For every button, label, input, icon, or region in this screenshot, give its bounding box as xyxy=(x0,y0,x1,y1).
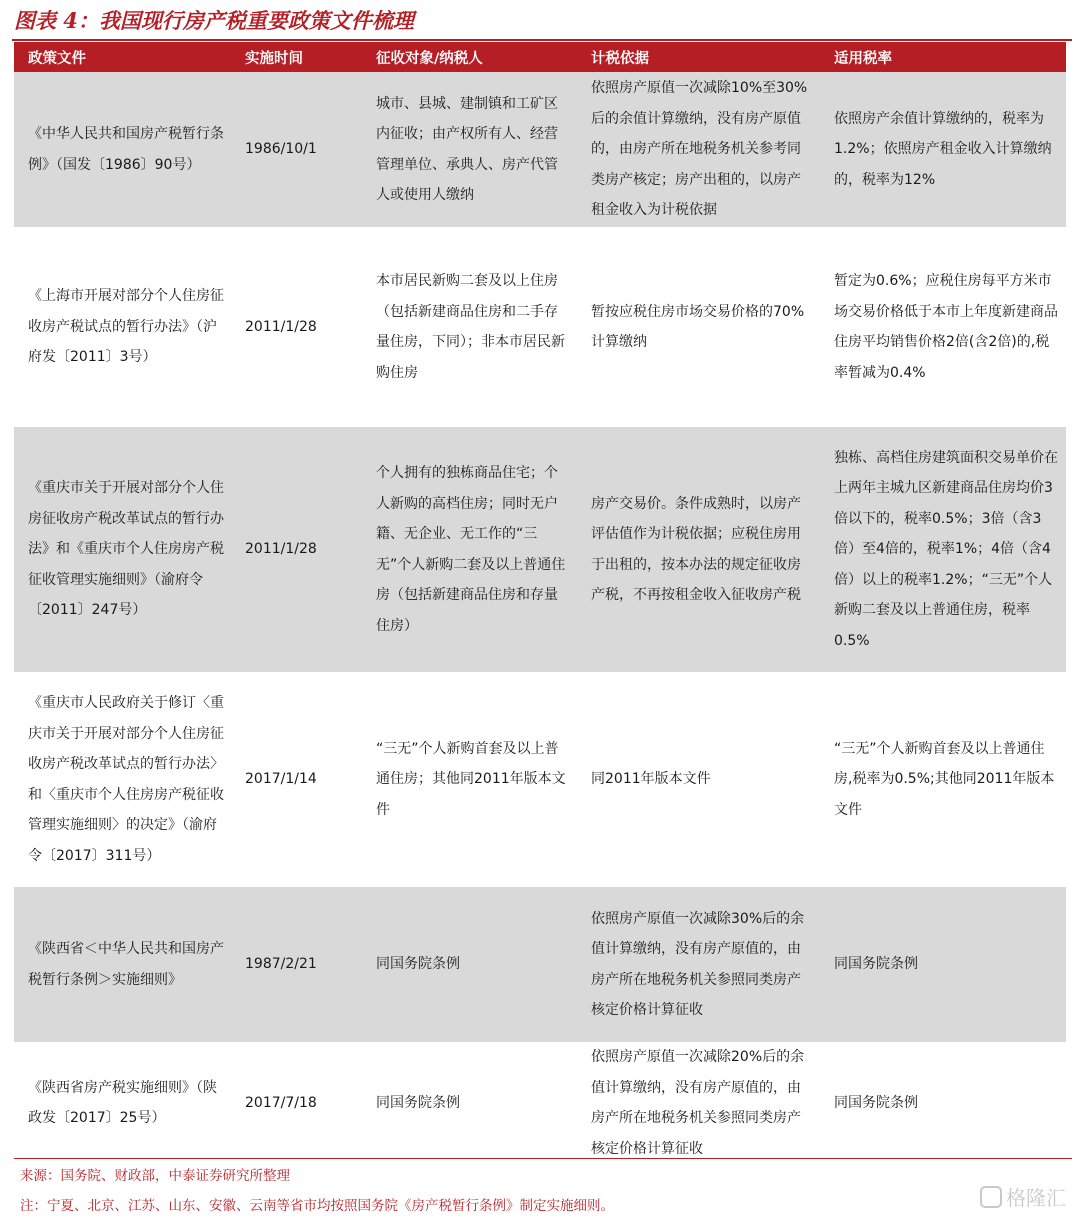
cell-object: 本市居民新购二套及以上住房（包括新建商品住房和二手存量住房，下同）；非本市居民新购住房 xyxy=(376,273,565,381)
watermark xyxy=(980,1182,1066,1211)
cell-doc: 《陕西省＜中华人民共和国房产税暂行条例＞实施细则》 xyxy=(14,887,231,1042)
cell-object: 城市、县城、建制镇和工矿区内征收；由产权所有人、经营管理单位、承典人、房产代管人或使用人缴纳 xyxy=(362,72,577,227)
cell-date: 2011/1/28 xyxy=(245,318,317,335)
cell-doc: 《重庆市关于开展对部分个人住房征收房产税改革试点的暂行办法》和《重庆市个人住房房产税征收管理实施细则》（渝府令〔2011〕247号） xyxy=(14,427,231,672)
cell-doc: 《重庆市人民政府关于修订〈重庆市关于开展对部分个人住房征收房产税改革试点的暂行办法〉和〈重庆市个人住房房产税征收管理实施细则〉的决定》（渝府令〔2017〕311号） xyxy=(28,695,224,864)
cell-object: 个人拥有的独栋商品住宅；个人新购的高档住房；同时无户籍、无企业、无工作的“三无”个人新购二套及以上普通住房（包括新建商品住房和存量住房） xyxy=(362,427,577,672)
table-header-row xyxy=(14,42,1066,72)
cell-object: 同国务院条例 xyxy=(362,887,577,1042)
cell-basis: 依照房产原值一次减除30%后的余值计算缴纳，没有房产原值的，由房产所在地税务机关参照同类房产核定价格计算征收 xyxy=(577,887,820,1042)
table-row xyxy=(14,72,1066,227)
header-doc: 政策文件 xyxy=(28,50,86,67)
cell-rate: 依照房产余值计算缴纳的，税率为1.2%；依照房产租金收入计算缴纳的，税率为12% xyxy=(820,72,1066,227)
table-row xyxy=(14,227,1066,427)
policy-table xyxy=(14,42,1066,1164)
cell-object: 同国务院条例 xyxy=(376,1094,460,1111)
cell-date: 2017/1/14 xyxy=(245,771,317,788)
header-rate: 适用税率 xyxy=(834,50,892,67)
figure-title: 图表 4：我国现行房产税重要政策文件梳理 xyxy=(14,8,414,33)
cell-object: “三无”个人新购首套及以上普通住房；其他同2011年版本文件 xyxy=(376,740,566,818)
cell-rate: 同国务院条例 xyxy=(820,887,1066,1042)
table-row xyxy=(14,672,1066,887)
cell-doc: 《中华人民共和国房产税暂行条例》（国发〔1986〕90号） xyxy=(14,72,231,227)
cell-date: 1987/2/21 xyxy=(231,887,362,1042)
table-row xyxy=(14,887,1066,1042)
cell-rate: “三无”个人新购首套及以上普通住房,税率为0.5%;其他同2011年版本文件 xyxy=(834,740,1055,818)
table-row xyxy=(14,427,1066,672)
header-basis: 计税依据 xyxy=(591,50,649,67)
watermark-text: 格隆汇 xyxy=(1006,1186,1066,1210)
header-object: 征收对象/纳税人 xyxy=(376,50,483,67)
cell-basis: 依照房产原值一次减除10%至30%后的余值计算缴纳，没有房产原值的，由房产所在地税务机关参考同类房产核定；房产出租的，以房产租金收入为计税依据 xyxy=(577,72,820,227)
cell-basis: 依照房产原值一次减除20%后的余值计算缴纳，没有房产原值的，由房产所在地税务机关参照同类房产核定价格计算征收 xyxy=(591,1049,805,1157)
cell-date: 2011/1/28 xyxy=(231,427,362,672)
cell-basis: 房产交易价。条件成熟时，以房产评估值作为计税依据；应税住房用于出租的，按本办法的规定征收房产税，不再按租金收入征收房产税 xyxy=(577,427,820,672)
cell-rate: 同国务院条例 xyxy=(834,1094,918,1111)
cell-date: 1986/10/1 xyxy=(231,72,362,227)
cell-rate: 独栋、高档住房建筑面积交易单价在上两年主城九区新建商品住房均价3倍以下的，税率0.5%；3倍（含3倍）至4倍的，税率1%；4倍（含4倍）以上的税率1.2%；“三无”个人新购二套及以上普通住房，税率0.5% xyxy=(820,427,1066,672)
header-date: 实施时间 xyxy=(245,50,303,67)
table-row xyxy=(14,1042,1066,1164)
cell-basis: 暂按应税住房市场交易价格的70%计算缴纳 xyxy=(591,303,805,350)
gelonghui-logo-icon xyxy=(980,1186,1002,1208)
title-divider xyxy=(12,39,1072,41)
footnote: 注：宁夏、北京、江苏、山东、安徽、云南等省市均按照国务院《房产税暂行条例》制定实施细则。 xyxy=(20,1198,614,1214)
cell-rate: 暂定为0.6%；应税住房每平方米市场交易价格低于本市上年度新建商品住房平均销售价格2倍(含2倍)的,税率暂减为0.4% xyxy=(834,273,1058,381)
source-note: 来源：国务院、财政部，中泰证券研究所整理 xyxy=(20,1168,290,1184)
footer-divider xyxy=(14,1158,1072,1159)
cell-basis: 同2011年版本文件 xyxy=(591,771,711,788)
cell-doc: 《陕西省房产税实施细则》（陕政发〔2017〕25号） xyxy=(28,1079,217,1126)
cell-doc: 《上海市开展对部分个人住房征收房产税试点的暂行办法》（沪府发〔2011〕3号） xyxy=(28,288,224,366)
cell-date: 2017/7/18 xyxy=(245,1094,317,1111)
